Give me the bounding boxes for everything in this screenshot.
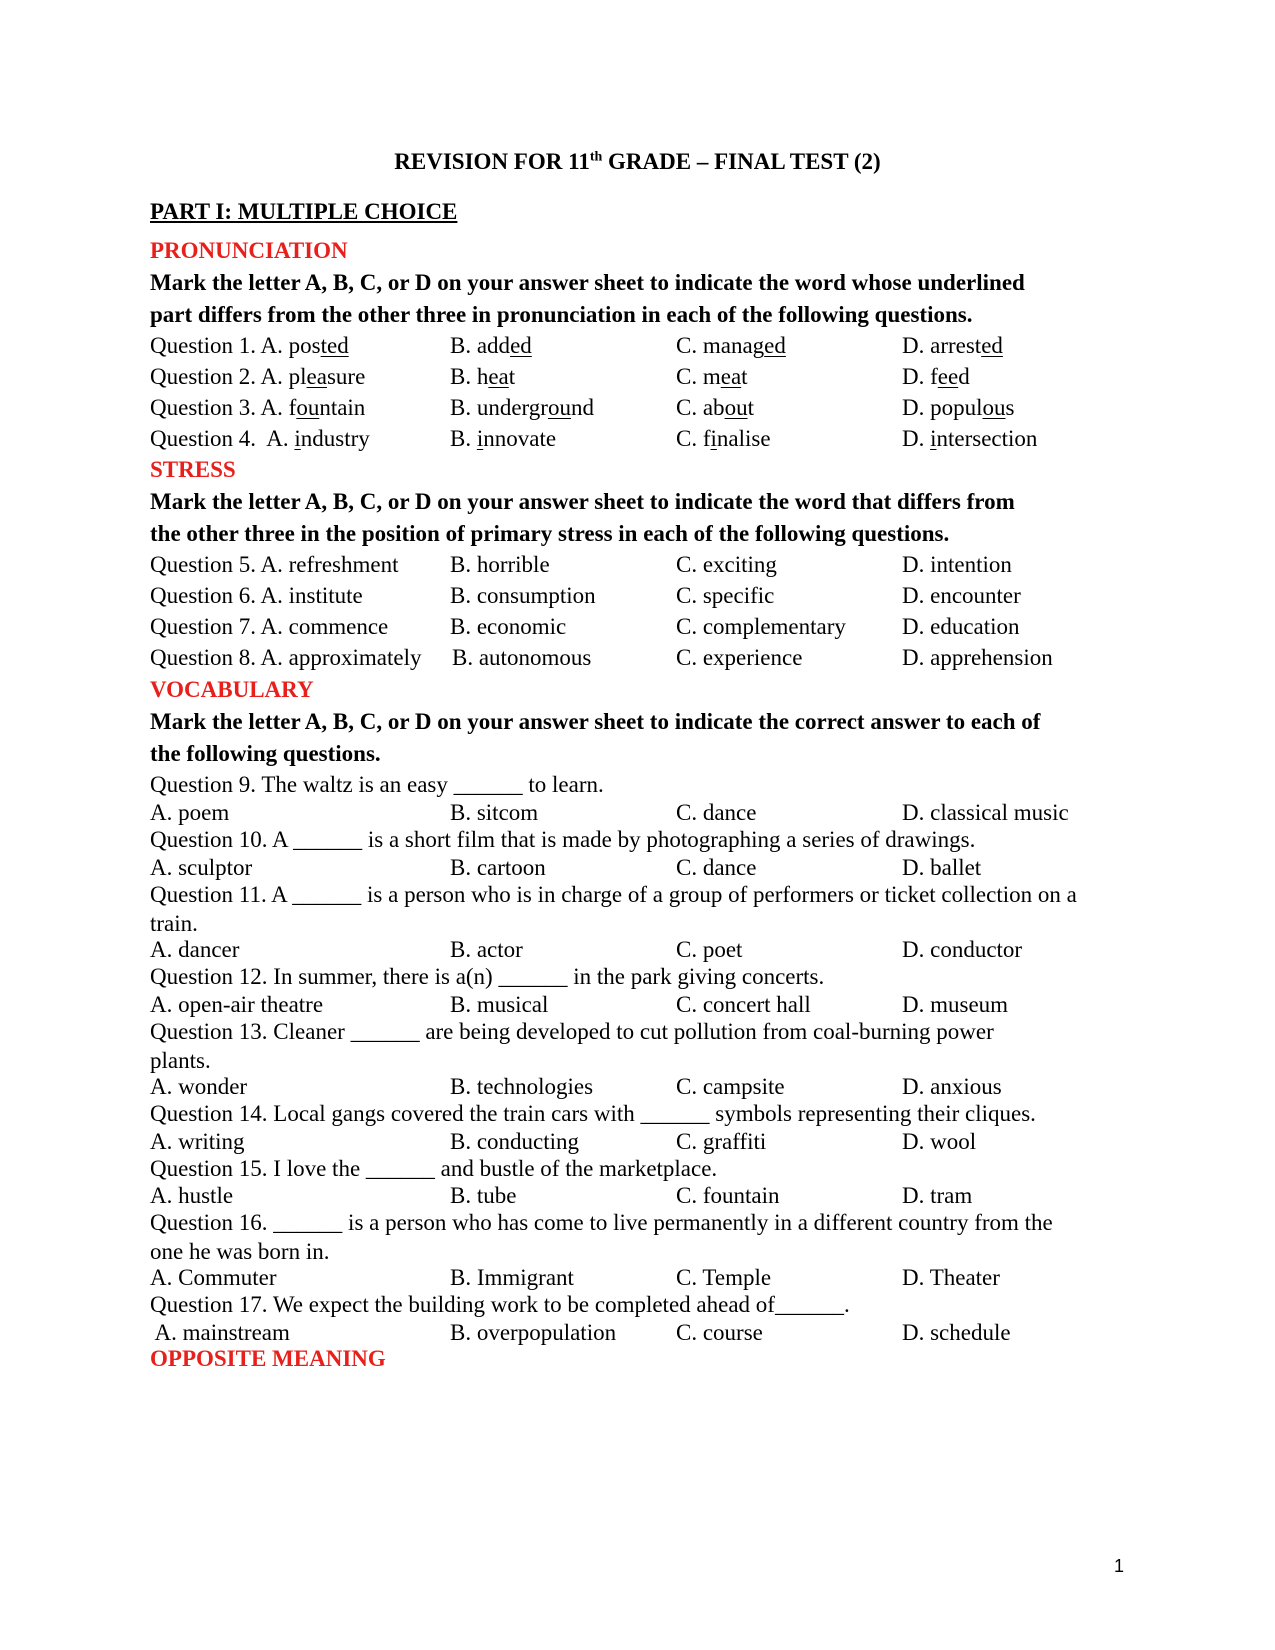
section-heading-opposite-meaning: OPPOSITE MEANING [150, 1346, 386, 1371]
option-a: Question 3. A. fountain [150, 395, 366, 420]
question-row [150, 643, 1140, 672]
option-d: D. Theater [902, 1265, 1000, 1290]
option-d: D. education [902, 614, 1020, 639]
option-b: B. conducting [450, 1129, 580, 1154]
question-row [150, 550, 1140, 579]
option-c: C. concert hall [676, 992, 811, 1017]
option-b: B. overpopulation [450, 1320, 617, 1345]
question-stem: Question 16. ______ is a person who has come to live permanently in a different country from the one he was born in. [150, 1210, 1053, 1264]
option-b: B. Immigrant [450, 1265, 574, 1290]
section-heading-stress: STRESS [150, 457, 236, 482]
instruction-line: part differs from the other three in pronunciation in each of the following questions. [150, 302, 973, 327]
option-d: D. schedule [902, 1320, 1011, 1345]
section-heading-pronunciation: PRONUNCIATION [150, 238, 348, 263]
option-b: B. consumption [450, 583, 596, 608]
instruction-line: Mark the letter A, B, C, or D on your answer sheet to indicate the correct answer to each of [150, 709, 1041, 734]
option-b: B. musical [450, 992, 549, 1017]
option-a: A. Commuter [150, 1265, 277, 1290]
option-b: B. underground [450, 395, 594, 420]
option-b: B. tube [450, 1183, 517, 1208]
option-d: D. classical music [902, 800, 1069, 825]
option-b: B. horrible [450, 552, 550, 577]
option-b: B. technologies [450, 1074, 594, 1099]
question-stem: Question 15. I love the ______ and bustle of the marketplace. [150, 1156, 718, 1181]
option-a: A. open-air theatre [150, 992, 324, 1017]
option-a: Question 2. A. pleasure [150, 364, 366, 389]
question-stem: Question 11. A ______ is a person who is in charge of a group of performers or ticket collection on a train. [150, 882, 1077, 936]
option-c: C. specific [676, 583, 775, 608]
option-b: B. actor [450, 937, 523, 962]
question-stem: Question 10. A ______ is a short film that is made by photographing a series of drawings. [150, 827, 976, 852]
answer-row [150, 798, 1140, 827]
option-c: C. finalise [676, 426, 771, 451]
instruction-line: the other three in the position of primary stress in each of the following questions. [150, 521, 950, 546]
option-c: C. about [676, 395, 754, 420]
answer-row [150, 1072, 1140, 1101]
answer-row [150, 1127, 1140, 1156]
answer-row [150, 1318, 1140, 1347]
part-heading: PART I: MULTIPLE CHOICE [150, 199, 458, 224]
page-number: 1 [1114, 1556, 1125, 1576]
option-d: D. encounter [902, 583, 1021, 608]
question-row [150, 362, 1140, 391]
option-c: C. complementary [676, 614, 846, 639]
option-a: A. poem [150, 800, 230, 825]
option-b: B. cartoon [450, 855, 546, 880]
option-d: D. populous [902, 395, 1015, 420]
question-row [150, 424, 1140, 453]
option-c: C. graffiti [676, 1129, 767, 1154]
page-title: REVISION FOR 11th GRADE – FINAL TEST (2) [394, 149, 881, 174]
option-d: D. museum [902, 992, 1009, 1017]
answer-row [150, 853, 1140, 882]
question-stem: Question 17. We expect the building work to be completed ahead of______. [150, 1292, 850, 1317]
option-a: A. wonder [150, 1074, 248, 1099]
question-row [150, 393, 1140, 422]
option-b: B. autonomous [452, 645, 592, 670]
option-a: A. hustle [150, 1183, 234, 1208]
option-c: C. campsite [676, 1074, 785, 1099]
option-c: C. exciting [676, 552, 777, 577]
answer-row [150, 935, 1140, 964]
section-heading-vocabulary: VOCABULARY [150, 677, 314, 702]
option-b: B. heat [450, 364, 516, 389]
instruction-line: Mark the letter A, B, C, or D on your answer sheet to indicate the word that differs from [150, 489, 1015, 514]
option-a: A. mainstream [150, 1320, 290, 1345]
option-c: C. fountain [676, 1183, 780, 1208]
option-a: Question 7. A. commence [150, 614, 389, 639]
option-a: A. writing [150, 1129, 245, 1154]
option-a: A. sculptor [150, 855, 253, 880]
option-b: B. sitcom [450, 800, 539, 825]
option-a: Question 6. A. institute [150, 583, 363, 608]
option-c: C. dance [676, 800, 757, 825]
instruction-line: Mark the letter A, B, C, or D on your answer sheet to indicate the word whose underlined [150, 270, 1025, 295]
option-d: D. anxious [902, 1074, 1002, 1099]
question-stem: Question 9. The waltz is an easy ______ to learn. [150, 772, 604, 797]
option-d: D. wool [902, 1129, 977, 1154]
option-d: D. arrested [902, 333, 1003, 358]
question-row [150, 331, 1140, 360]
option-a: Question 8. A. approximately [150, 645, 422, 670]
option-d: D. intersection [902, 426, 1038, 451]
question-row [150, 612, 1140, 641]
answer-row [150, 990, 1140, 1019]
option-c: C. managed [676, 333, 786, 358]
option-c: C. course [676, 1320, 763, 1345]
option-a: Question 5. A. refreshment [150, 552, 399, 577]
option-b: B. economic [450, 614, 567, 639]
option-b: B. innovate [450, 426, 557, 451]
question-row [150, 581, 1140, 610]
answer-row [150, 1263, 1140, 1292]
option-a: A. dancer [150, 937, 240, 962]
option-c: C. Temple [676, 1265, 772, 1290]
question-stem: Question 12. In summer, there is a(n) ______ in the park giving concerts. [150, 964, 825, 989]
option-a: Question 4. A. industry [150, 426, 370, 451]
option-d: D. feed [902, 364, 970, 389]
instruction-line: the following questions. [150, 741, 381, 766]
question-stem: Question 13. Cleaner ______ are being developed to cut pollution from coal-burning power plants. [150, 1019, 994, 1073]
option-d: D. conductor [902, 937, 1023, 962]
option-d: D. ballet [902, 855, 982, 880]
option-c: C. poet [676, 937, 743, 962]
option-d: D. apprehension [902, 645, 1053, 670]
question-stem: Question 14. Local gangs covered the train cars with ______ symbols representing their cliques. [150, 1101, 1036, 1126]
option-c: C. meat [676, 364, 748, 389]
option-d: D. tram [902, 1183, 973, 1208]
option-d: D. intention [902, 552, 1012, 577]
option-b: B. added [450, 333, 532, 358]
option-a: Question 1. A. posted [150, 333, 349, 358]
option-c: C. experience [676, 645, 803, 670]
option-c: C. dance [676, 855, 757, 880]
answer-row [150, 1181, 1140, 1210]
